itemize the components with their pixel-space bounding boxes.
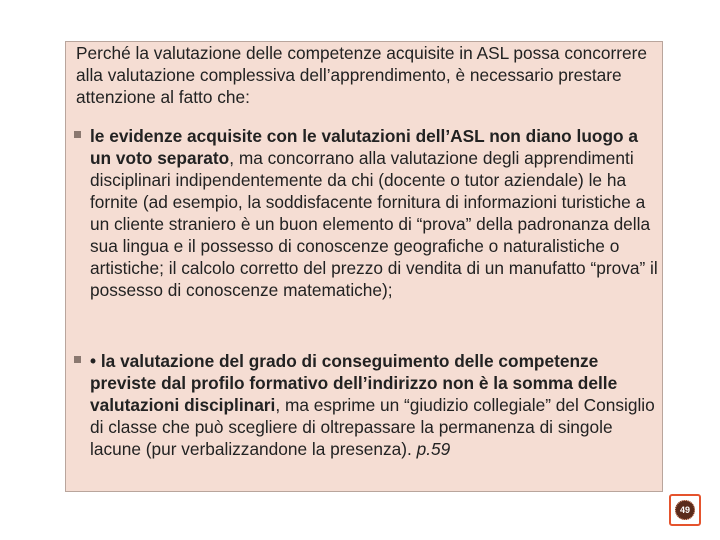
page-number: 49 [675, 500, 695, 520]
bullet-2-bold-text: • la valutazione del grado di conseguimento delle competenze previste dal profilo formativo dell’indirizzo non è la somma delle valutazioni disciplinari [90, 351, 618, 415]
square-bullet-icon [74, 131, 81, 138]
bullet-item-2 [74, 350, 658, 460]
page-reference: p.59 [416, 439, 451, 459]
bullet-1-text: , ma concorrano alla valutazione degli apprendimenti disciplinari indipendentemente da chi (docente o tutor aziendale) le ha fornite (ad esempio, la soddisfacente fornitura di informazioni turistiche a un cliente straniero è un buon elemento di “prova” della padronanza della sua lingua e il possesso di conoscenze geografiche o naturalistiche o artistiche; il calcolo corretto del prezzo di vendita di un manufatto “prova” il possesso di conoscenze matematiche); [90, 148, 658, 300]
bullet-2-text: , ma esprime un “giudizio collegiale” del Consiglio di classe che può scegliere di oltrepassare la permanenza di singole lacune (pur verbalizzandone la presenza). [90, 395, 655, 459]
square-bullet-icon [74, 356, 81, 363]
bullet-text-1 [90, 125, 658, 301]
page-number-badge [669, 494, 701, 526]
content-box [65, 41, 663, 492]
bullet-item-1 [74, 125, 658, 301]
bullet-text-2 [90, 350, 658, 460]
bullet-1-bold-text: le evidenze acquisite con le valutazioni dell’ASL non diano luogo a un voto separato [90, 126, 638, 168]
intro-paragraph: Perché la valutazione delle competenze acquisite in ASL possa concorrere alla valutazione complessiva dell’apprendimento, è necessario prestare attenzione al fatto che: [76, 43, 647, 107]
